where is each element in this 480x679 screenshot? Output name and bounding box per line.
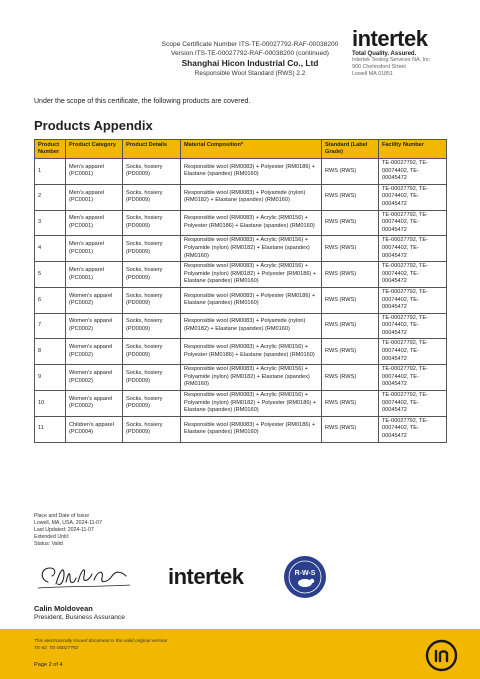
cell-material-composition: Responsible wool (RM0083) + Acrylic (RM0156) + Polyamide (nylon) (RM0182) + Elastane (spandex) (RM0160) xyxy=(181,236,322,262)
cell-product-number: 5 xyxy=(35,262,66,288)
cell-facility-number: TE-00027792, TE-00074402, TE-00045472 xyxy=(379,287,447,313)
cell-product-details: Socks, hosiery (PD0009) xyxy=(123,262,181,288)
cell-material-composition: Responsible wool (RM0083) + Polyester (RM0186) + Elastane (spandex) (RM0160) xyxy=(181,416,322,442)
brand-tagline: Total Quality. Assured. xyxy=(352,51,417,57)
header-standard: Standard (Label Grade) xyxy=(322,140,379,159)
cell-product-number: 11 xyxy=(35,416,66,442)
cell-product-category: Women's apparel (PC0002) xyxy=(66,391,123,417)
table-row xyxy=(35,287,447,313)
status: Status: Valid xyxy=(34,541,63,547)
table-row xyxy=(35,416,447,442)
extended-until: Extended Until: xyxy=(34,534,70,540)
cell-facility-number: TE-00027792, TE-00074402, TE-00045472 xyxy=(379,210,447,236)
cell-product-number: 6 xyxy=(35,287,66,313)
cell-standard: RWS (RWS) xyxy=(322,391,379,417)
issue-place-label: Place and Date of Issue xyxy=(34,513,90,519)
cell-standard: RWS (RWS) xyxy=(322,339,379,365)
table-row xyxy=(35,313,447,339)
cell-product-category: Men's apparel (PC0001) xyxy=(66,159,123,185)
signature xyxy=(34,560,134,596)
cell-material-composition: Responsible wool (RM0083) + Polyamide (nylon) (RM0182) + Elastane (spandex) (RM0160) xyxy=(181,184,322,210)
table-row xyxy=(35,210,447,236)
header-product-number: Product Number xyxy=(35,140,66,159)
table-row xyxy=(35,236,447,262)
header-product-category: Product Category xyxy=(66,140,123,159)
cell-standard: RWS (RWS) xyxy=(322,287,379,313)
intertek-brand-block xyxy=(352,28,462,78)
cell-product-number: 1 xyxy=(35,159,66,185)
intertek-logo-footer: intertek xyxy=(168,564,244,589)
intertek-logo: intertek xyxy=(352,26,428,51)
cell-facility-number: TE-00027792, TE-00074402, TE-00045472 xyxy=(379,339,447,365)
table-row xyxy=(35,184,447,210)
cell-standard: RWS (RWS) xyxy=(322,159,379,185)
table-row xyxy=(35,159,447,185)
cell-product-details: Socks, hosiery (PD0009) xyxy=(123,236,181,262)
certificate-header xyxy=(120,40,380,78)
header-product-details: Product Details xyxy=(123,140,181,159)
cell-product-category: Men's apparel (PC0001) xyxy=(66,236,123,262)
cell-product-details: Socks, hosiery (PD0009) xyxy=(123,391,181,417)
footer-note-line-1: This electronically issued document is the valid original version xyxy=(34,639,168,644)
cell-material-composition: Responsible wool (RM0083) + Acrylic (RM0156) + Polyamide (nylon) (RM0182) + Polyester (RM0186) + Elastane (spandex) (RM0160) xyxy=(181,262,322,288)
cell-product-details: Socks, hosiery (PD0009) xyxy=(123,416,181,442)
cell-product-category: Children's apparel (PC0004) xyxy=(66,416,123,442)
certificate-number: Scope Certificate Number ITS-TE-00027792-RAF-00038200 xyxy=(161,41,339,48)
page-title: Products Appendix xyxy=(34,118,153,133)
brand-address-3: Lowell MA 01851 xyxy=(352,71,394,77)
last-updated: Last Updated: 2024-11-07 xyxy=(34,527,94,533)
cell-material-composition: Responsible wool (RM0083) + Polyester (RM0186) + Elastane (spandex) (RM0160) xyxy=(181,159,322,185)
footer-note xyxy=(34,639,167,652)
cell-material-composition: Responsible wool (RM0083) + Acrylic (RM0156) + Polyester (RM0186) + Elastane (spandex) (RM0160) xyxy=(181,210,322,236)
cell-product-category: Men's apparel (PC0001) xyxy=(66,210,123,236)
cell-facility-number: TE-00027792, TE-00074402, TE-00045472 xyxy=(379,236,447,262)
cell-standard: RWS (RWS) xyxy=(322,365,379,391)
cell-material-composition: Responsible wool (RM0083) + Acrylic (RM0156) + Polyamide (nylon) (RM0182) + Elastane (spandex) (RM0160) xyxy=(181,365,322,391)
intertek-badge-icon xyxy=(425,639,458,672)
cell-product-details: Socks, hosiery (PD0009) xyxy=(123,339,181,365)
signer-role: President, Business Assurance xyxy=(34,614,125,621)
cell-standard: RWS (RWS) xyxy=(322,262,379,288)
issue-place-date: Lowell, MA, USA, 2024-11-07 xyxy=(34,520,102,526)
scope-statement: Under the scope of this certificate, the following products are covered. xyxy=(34,98,251,105)
cell-facility-number: TE-00027792, TE-00074402, TE-00045472 xyxy=(379,313,447,339)
standard-name: Responsible Wool Standard (RWS) 2.2 xyxy=(194,70,306,77)
cell-product-category: Women's apparel (PC0002) xyxy=(66,365,123,391)
signer-block xyxy=(34,604,125,621)
cell-product-details: Socks, hosiery (PD0009) xyxy=(123,210,181,236)
cell-product-category: Men's apparel (PC0001) xyxy=(66,184,123,210)
cell-product-category: Men's apparel (PC0001) xyxy=(66,262,123,288)
cell-product-number: 3 xyxy=(35,210,66,236)
products-table xyxy=(34,139,447,443)
table-header-row xyxy=(35,140,447,159)
cell-product-details: Socks, hosiery (PD0009) xyxy=(123,313,181,339)
cell-product-details: Socks, hosiery (PD0009) xyxy=(123,184,181,210)
cell-facility-number: TE-00027792, TE-00074402, TE-00045472 xyxy=(379,365,447,391)
table-row xyxy=(35,262,447,288)
cell-product-number: 10 xyxy=(35,391,66,417)
footer-bar xyxy=(0,629,480,679)
cell-material-composition: Responsible wool (RM0083) + Acrylic (RM0156) + Polyester (RM0186) + Elastane (spandex) (RM0160) xyxy=(181,339,322,365)
seal-label: R-W-S xyxy=(294,570,316,577)
cell-standard: RWS (RWS) xyxy=(322,313,379,339)
table-row xyxy=(35,339,447,365)
cell-product-number: 7 xyxy=(35,313,66,339)
cell-standard: RWS (RWS) xyxy=(322,184,379,210)
page-number: Page 2 of 4 xyxy=(34,662,63,668)
cell-product-category: Women's apparel (PC0002) xyxy=(66,313,123,339)
table-row xyxy=(35,391,447,417)
cell-product-category: Women's apparel (PC0002) xyxy=(66,287,123,313)
cell-facility-number: TE-00027792, TE-00074402, TE-00045472 xyxy=(379,159,447,185)
cell-product-details: Socks, hosiery (PD0009) xyxy=(123,365,181,391)
cell-material-composition: Responsible wool (RM0083) + Polyester (RM0186) + Elastane (spandex) (RM0160) xyxy=(181,287,322,313)
cell-facility-number: TE-00027792, TE-00074402, TE-00045472 xyxy=(379,262,447,288)
company-name: Shanghai Hicon Industrial Co., Ltd xyxy=(181,58,319,68)
header-facility-number: Facility Number xyxy=(379,140,447,159)
cell-product-number: 9 xyxy=(35,365,66,391)
cell-product-number: 2 xyxy=(35,184,66,210)
issue-details xyxy=(34,513,102,548)
signer-name: Calin Moldovean xyxy=(34,604,93,613)
cell-product-details: Socks, hosiery (PD0009) xyxy=(123,159,181,185)
brand-address-1: Intertek Testing Services NA, Inc xyxy=(352,57,430,63)
cell-product-details: Socks, hosiery (PD0009) xyxy=(123,287,181,313)
table-row xyxy=(35,365,447,391)
cell-standard: RWS (RWS) xyxy=(322,416,379,442)
cell-facility-number: TE-00027792, TE-00074402, TE-00045472 xyxy=(379,391,447,417)
cell-facility-number: TE-00027792, TE-00074402, TE-00045472 xyxy=(379,184,447,210)
header-material-composition: Material Composition* xyxy=(181,140,322,159)
cell-standard: RWS (RWS) xyxy=(322,210,379,236)
version-line: Version ITS-TE-00027792-RAF-00038200 (continued) xyxy=(171,50,329,57)
cell-facility-number: TE-00027792, TE-00074402, TE-00045472 xyxy=(379,416,447,442)
rws-seal-icon xyxy=(283,555,327,599)
brand-address-2: 900 Chelmsford Street xyxy=(352,64,406,70)
cell-material-composition: Responsible wool (RM0083) + Polyamide (nylon) (RM0182) + Elastane (spandex) (RM0160) xyxy=(181,313,322,339)
footer-note-line-2: TE-ID: TE-00027792 xyxy=(34,645,79,651)
cell-standard: RWS (RWS) xyxy=(322,236,379,262)
cell-product-category: Women's apparel (PC0002) xyxy=(66,339,123,365)
cell-product-number: 4 xyxy=(35,236,66,262)
cell-product-number: 8 xyxy=(35,339,66,365)
cell-material-composition: Responsible wool (RM0083) + Acrylic (RM0156) + Polyamide (nylon) (RM0182) + Polyester (RM0186) + Elastane (spandex) (RM0160) xyxy=(181,391,322,417)
